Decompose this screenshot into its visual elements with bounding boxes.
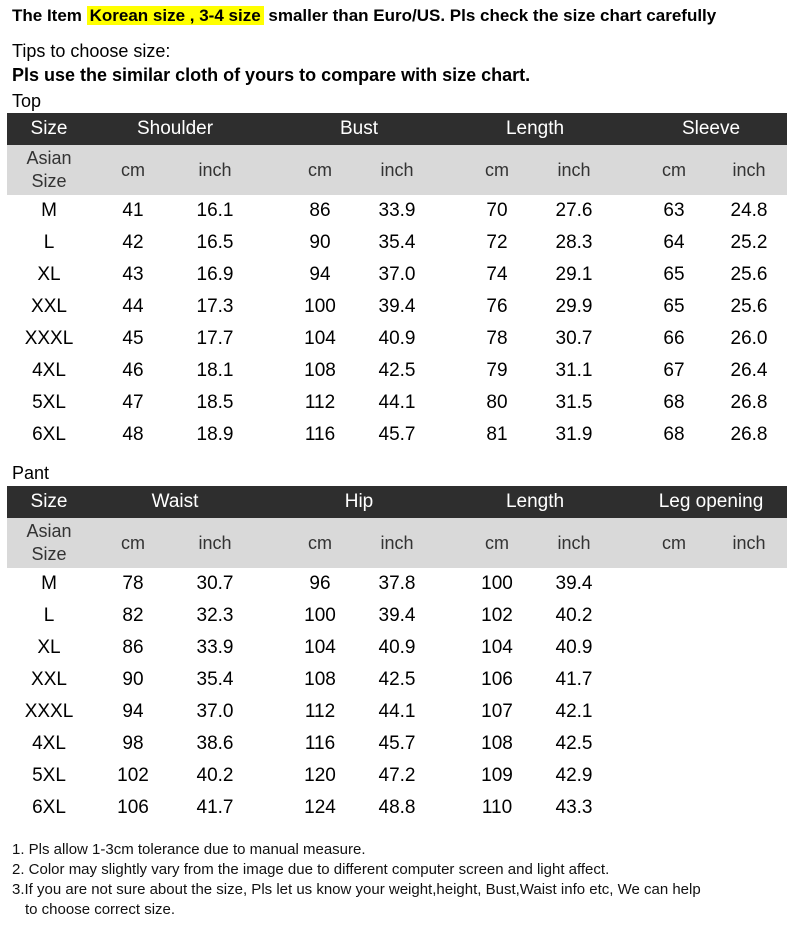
measure-cell: 42.5 bbox=[378, 360, 416, 381]
notes bbox=[12, 840, 701, 920]
measure-cell: 26.4 bbox=[730, 360, 768, 381]
measure-cell: 25.6 bbox=[730, 296, 768, 317]
top-unit: cm bbox=[485, 160, 509, 180]
measure-cell: 124 bbox=[304, 797, 336, 818]
top-unit: cm bbox=[121, 160, 145, 180]
headline-highlight: Korean size , 3-4 size bbox=[87, 6, 264, 25]
measure-cell: 90 bbox=[309, 232, 331, 253]
pant-section-label: Pant bbox=[12, 463, 50, 483]
measure-cell: 42.1 bbox=[555, 701, 593, 722]
measure-cell bbox=[717, 600, 781, 632]
size-cell: XXXL bbox=[24, 328, 74, 349]
measure-cell: 108 bbox=[304, 360, 336, 381]
measure-cell: 18.1 bbox=[196, 360, 234, 381]
measure-cell: 96 bbox=[309, 573, 331, 594]
measure-cell: 35.4 bbox=[196, 669, 234, 690]
measure-cell: 64 bbox=[663, 232, 685, 253]
table-row bbox=[7, 259, 787, 291]
table-row bbox=[7, 664, 787, 696]
pant-unit: cm bbox=[662, 533, 686, 553]
measure-cell bbox=[644, 664, 704, 696]
measure-cell: 65 bbox=[663, 264, 685, 285]
measure-cell: 26.0 bbox=[730, 328, 768, 349]
table-row bbox=[7, 355, 787, 387]
measure-cell: 37.0 bbox=[196, 701, 234, 722]
measure-cell bbox=[644, 696, 704, 728]
measure-cell: 41 bbox=[122, 200, 144, 221]
measure-cell: 72 bbox=[486, 232, 508, 253]
size-cell: XXXL bbox=[24, 701, 74, 722]
size-cell: 5XL bbox=[32, 392, 66, 413]
measure-cell: 80 bbox=[486, 392, 508, 413]
tips-line: Tips to choose size: bbox=[12, 41, 171, 61]
table-row bbox=[7, 419, 787, 451]
size-cell: 5XL bbox=[32, 765, 66, 786]
measure-cell: 30.7 bbox=[196, 573, 234, 594]
pant-header-row bbox=[7, 486, 787, 518]
pant-unit: inch bbox=[557, 533, 591, 553]
measure-cell: 39.4 bbox=[378, 296, 416, 317]
measure-cell: 18.5 bbox=[196, 392, 234, 413]
measure-cell: 104 bbox=[304, 637, 336, 658]
pant-col-waist: Waist bbox=[151, 491, 199, 512]
measure-cell: 30.7 bbox=[555, 328, 593, 349]
note-item: 2. Color may slightly vary from the image due to different computer screen and light affect. bbox=[12, 861, 610, 878]
measure-cell: 94 bbox=[309, 264, 331, 285]
table-row bbox=[7, 696, 787, 728]
measure-cell: 28.3 bbox=[555, 232, 593, 253]
measure-cell: 33.9 bbox=[196, 637, 234, 658]
table-row bbox=[7, 568, 787, 600]
measure-cell: 35.4 bbox=[378, 232, 416, 253]
measure-cell: 29.1 bbox=[555, 264, 593, 285]
measure-cell: 41.7 bbox=[555, 669, 593, 690]
pant-col-hip: Hip bbox=[344, 491, 374, 512]
measure-cell: 94 bbox=[122, 701, 144, 722]
top-unit: inch bbox=[732, 160, 766, 180]
size-cell: XXL bbox=[31, 296, 67, 317]
top-col-size: Size bbox=[30, 118, 68, 139]
top-section-label: Top bbox=[12, 91, 42, 111]
measure-cell: 16.9 bbox=[196, 264, 234, 285]
size-cell: 4XL bbox=[32, 733, 66, 754]
table-row bbox=[7, 227, 787, 259]
top-unit-row bbox=[7, 145, 787, 195]
measure-cell: 25.2 bbox=[730, 232, 768, 253]
size-cell: 4XL bbox=[32, 360, 66, 381]
top-size-table bbox=[7, 113, 787, 451]
measure-cell: 45.7 bbox=[378, 424, 416, 445]
table-row bbox=[7, 728, 787, 760]
table-row bbox=[7, 632, 787, 664]
measure-cell bbox=[717, 760, 781, 792]
measure-cell: 116 bbox=[304, 733, 336, 754]
size-cell: L bbox=[43, 605, 55, 626]
measure-cell: 37.8 bbox=[378, 573, 416, 594]
size-cell: M bbox=[41, 573, 57, 594]
top-asian-size-label: Asian Size bbox=[26, 148, 72, 191]
measure-cell bbox=[644, 568, 704, 600]
measure-cell: 104 bbox=[304, 328, 336, 349]
measure-cell: 45.7 bbox=[378, 733, 416, 754]
size-cell: XL bbox=[37, 264, 61, 285]
pant-unit-row bbox=[7, 518, 787, 568]
top-unit: inch bbox=[380, 160, 414, 180]
measure-cell: 16.5 bbox=[196, 232, 234, 253]
measure-cell bbox=[644, 792, 704, 824]
measure-cell: 106 bbox=[481, 669, 513, 690]
measure-cell: 31.5 bbox=[555, 392, 593, 413]
measure-cell: 68 bbox=[663, 424, 685, 445]
measure-cell: 66 bbox=[663, 328, 685, 349]
top-col-length: Length bbox=[505, 118, 565, 139]
measure-cell: 98 bbox=[122, 733, 144, 754]
measure-cell: 100 bbox=[304, 296, 336, 317]
measure-cell: 17.3 bbox=[196, 296, 234, 317]
table-row bbox=[7, 760, 787, 792]
note-item: 3.If you are not sure about the size, Pls let us know your weight,height, Bust,Waist info etc, We can help bbox=[12, 881, 701, 898]
measure-cell: 33.9 bbox=[378, 200, 416, 221]
tips-instruction: Pls use the similar cloth of yours to compare with size chart. bbox=[12, 65, 531, 85]
measure-cell: 112 bbox=[304, 392, 336, 413]
top-unit: cm bbox=[308, 160, 332, 180]
measure-cell bbox=[644, 600, 704, 632]
measure-cell: 102 bbox=[481, 605, 513, 626]
measure-cell: 40.2 bbox=[555, 605, 593, 626]
pant-unit: cm bbox=[121, 533, 145, 553]
measure-cell: 78 bbox=[486, 328, 508, 349]
measure-cell: 42.5 bbox=[378, 669, 416, 690]
measure-cell: 110 bbox=[481, 797, 513, 818]
measure-cell: 26.8 bbox=[730, 392, 768, 413]
table-row bbox=[7, 792, 787, 824]
measure-cell: 39.4 bbox=[555, 573, 593, 594]
measure-cell: 86 bbox=[309, 200, 331, 221]
measure-cell: 48.8 bbox=[378, 797, 416, 818]
measure-cell: 76 bbox=[486, 296, 508, 317]
measure-cell bbox=[717, 664, 781, 696]
table-row bbox=[7, 291, 787, 323]
pant-asian-size-label: Asian Size bbox=[26, 521, 72, 564]
measure-cell: 100 bbox=[304, 605, 336, 626]
measure-cell: 107 bbox=[481, 701, 513, 722]
measure-cell: 120 bbox=[304, 765, 336, 786]
table-row bbox=[7, 600, 787, 632]
size-cell: XL bbox=[37, 637, 61, 658]
measure-cell: 39.4 bbox=[378, 605, 416, 626]
measure-cell: 116 bbox=[304, 424, 336, 445]
measure-cell: 46 bbox=[122, 360, 144, 381]
pant-unit: inch bbox=[380, 533, 414, 553]
table-row bbox=[7, 387, 787, 419]
measure-cell: 40.9 bbox=[378, 637, 416, 658]
measure-cell: 38.6 bbox=[196, 733, 234, 754]
measure-cell: 31.9 bbox=[555, 424, 593, 445]
measure-cell bbox=[717, 632, 781, 664]
measure-cell: 44.1 bbox=[378, 701, 416, 722]
measure-cell: 26.8 bbox=[730, 424, 768, 445]
measure-cell: 79 bbox=[486, 360, 508, 381]
pant-col-leg-opening: Leg opening bbox=[658, 491, 764, 512]
measure-cell: 102 bbox=[117, 765, 149, 786]
pant-col-length: Length bbox=[505, 491, 565, 512]
measure-cell: 90 bbox=[122, 669, 144, 690]
measure-cell: 43 bbox=[122, 264, 144, 285]
table-row bbox=[7, 323, 787, 355]
measure-cell: 43.3 bbox=[555, 797, 593, 818]
measure-cell: 40.9 bbox=[555, 637, 593, 658]
size-cell: L bbox=[43, 232, 55, 253]
note-item: to choose correct size. bbox=[25, 901, 176, 918]
size-cell: XXL bbox=[31, 669, 67, 690]
measure-cell bbox=[644, 632, 704, 664]
measure-cell: 25.6 bbox=[730, 264, 768, 285]
measure-cell bbox=[717, 568, 781, 600]
measure-cell: 78 bbox=[122, 573, 144, 594]
pant-unit: inch bbox=[198, 533, 232, 553]
measure-cell: 112 bbox=[304, 701, 336, 722]
measure-cell: 63 bbox=[663, 200, 685, 221]
measure-cell bbox=[717, 728, 781, 760]
top-unit: cm bbox=[662, 160, 686, 180]
measure-cell: 100 bbox=[481, 573, 513, 594]
measure-cell: 42.5 bbox=[555, 733, 593, 754]
measure-cell: 44.1 bbox=[378, 392, 416, 413]
measure-cell: 32.3 bbox=[196, 605, 234, 626]
top-col-bust: Bust bbox=[339, 118, 379, 139]
measure-cell: 81 bbox=[486, 424, 508, 445]
measure-cell: 16.1 bbox=[196, 200, 234, 221]
measure-cell: 47 bbox=[122, 392, 144, 413]
top-header-row bbox=[7, 113, 787, 145]
measure-cell: 108 bbox=[304, 669, 336, 690]
headline-prefix: The Item bbox=[12, 6, 87, 25]
measure-cell: 104 bbox=[481, 637, 513, 658]
measure-cell: 65 bbox=[663, 296, 685, 317]
top-col-sleeve: Sleeve bbox=[681, 118, 741, 139]
measure-cell: 106 bbox=[117, 797, 149, 818]
pant-size-table bbox=[7, 486, 787, 824]
measure-cell bbox=[644, 728, 704, 760]
pant-unit: cm bbox=[308, 533, 332, 553]
measure-cell: 31.1 bbox=[555, 360, 593, 381]
measure-cell: 47.2 bbox=[378, 765, 416, 786]
pant-col-size: Size bbox=[30, 491, 68, 512]
measure-cell: 37.0 bbox=[378, 264, 416, 285]
note-item: 1. Pls allow 1-3cm tolerance due to manual measure. bbox=[12, 841, 366, 858]
measure-cell: 86 bbox=[122, 637, 144, 658]
measure-cell: 24.8 bbox=[730, 200, 768, 221]
measure-cell: 44 bbox=[122, 296, 144, 317]
measure-cell: 45 bbox=[122, 328, 144, 349]
measure-cell: 42.9 bbox=[555, 765, 593, 786]
size-cell: M bbox=[41, 200, 57, 221]
measure-cell: 27.6 bbox=[555, 200, 593, 221]
measure-cell bbox=[717, 792, 781, 824]
size-cell: 6XL bbox=[32, 797, 66, 818]
measure-cell: 18.9 bbox=[196, 424, 234, 445]
measure-cell: 70 bbox=[486, 200, 508, 221]
size-cell: 6XL bbox=[32, 424, 66, 445]
headline-suffix: smaller than Euro/US. Pls check the size chart carefully bbox=[263, 6, 717, 25]
measure-cell: 67 bbox=[663, 360, 685, 381]
measure-cell: 74 bbox=[486, 264, 508, 285]
measure-cell: 40.2 bbox=[196, 765, 234, 786]
top-unit: inch bbox=[557, 160, 591, 180]
measure-cell: 109 bbox=[481, 765, 513, 786]
top-col-shoulder: Shoulder bbox=[136, 118, 214, 139]
measure-cell: 17.7 bbox=[196, 328, 234, 349]
measure-cell: 42 bbox=[122, 232, 144, 253]
measure-cell bbox=[717, 696, 781, 728]
top-unit: inch bbox=[198, 160, 232, 180]
pant-unit: inch bbox=[732, 533, 766, 553]
measure-cell: 82 bbox=[122, 605, 144, 626]
measure-cell bbox=[644, 760, 704, 792]
measure-cell: 40.9 bbox=[378, 328, 416, 349]
pant-rows bbox=[7, 568, 787, 824]
table-row bbox=[7, 195, 787, 227]
measure-cell: 108 bbox=[481, 733, 513, 754]
headline bbox=[12, 4, 716, 28]
measure-cell: 68 bbox=[663, 392, 685, 413]
measure-cell: 29.9 bbox=[555, 296, 593, 317]
measure-cell: 41.7 bbox=[196, 797, 234, 818]
top-rows bbox=[7, 195, 787, 451]
pant-unit: cm bbox=[485, 533, 509, 553]
measure-cell: 48 bbox=[122, 424, 144, 445]
